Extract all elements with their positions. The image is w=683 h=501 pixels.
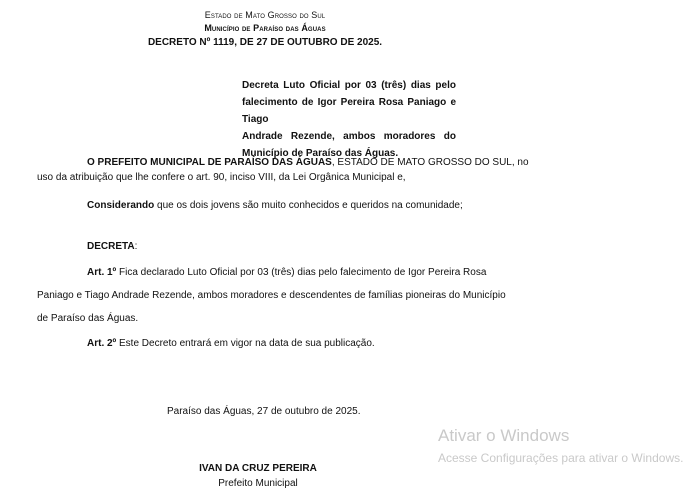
summary-line: Município de Paraíso das Águas. xyxy=(242,148,399,159)
summary-line: Andrade Rezende, ambos moradores do xyxy=(242,131,456,142)
activation-watermark-title: Ativar o Windows xyxy=(438,426,570,445)
article-1-line-3: de Paraíso das Águas. xyxy=(37,313,139,324)
summary-line: falecimento de Igor Pereira Rosa Paniago e Tiago xyxy=(242,97,456,125)
signatory-name: IVAN DA CRUZ PEREIRA xyxy=(199,463,317,474)
article-2-text: Este Decreto entrará em vigor na data de sua publicação. xyxy=(116,338,375,349)
signatory-role: Prefeito Municipal xyxy=(218,478,298,489)
mayor-authority: O PREFEITO MUNICIPAL DE PARAÍSO DAS ÁGUAS xyxy=(87,157,332,168)
place-date: Paraíso das Águas, 27 de outubro de 2025. xyxy=(167,406,361,417)
article-1-line-1 xyxy=(87,267,486,278)
article-2 xyxy=(87,338,375,349)
article-1-label: Art. 1º xyxy=(87,267,117,278)
decreta-colon: : xyxy=(134,241,138,252)
decreta-heading xyxy=(87,241,137,252)
preamble-text: , ESTADO DE MATO GROSSO DO SUL, no xyxy=(331,157,529,168)
activation-watermark-subtitle: Acesse Configurações para ativar o Windows. xyxy=(438,451,683,465)
decree-summary xyxy=(242,77,456,162)
article-2-label: Art. 2º xyxy=(87,338,117,349)
article-1-line-2: Paniago e Tiago Andrade Rezende, ambos moradores e descendentes de famílias pioneiras do Município xyxy=(37,290,506,301)
preamble-line-2: uso da atribuição que lhe confere o art. 90, inciso VIII, da Lei Orgânica Municipal e, xyxy=(37,172,406,183)
state-header: Estado de Mato Grosso do Sul xyxy=(204,10,326,20)
considerando-label: Considerando xyxy=(87,200,155,211)
article-1-text: Fica declarado Luto Oficial por 03 (três) dias pelo falecimento de Igor Pereira Rosa xyxy=(116,267,487,278)
municipality-header: Município de Paraíso das Águas xyxy=(204,23,326,33)
preamble-line-1 xyxy=(87,157,529,168)
decreta-label: DECRETA xyxy=(87,241,135,252)
decree-title: DECRETO Nº 1119, DE 27 DE OUTUBRO DE 2025. xyxy=(147,37,383,48)
considerando-text: que os dois jovens são muito conhecidos e queridos na comunidade; xyxy=(154,200,463,211)
summary-line: Decreta Luto Oficial por 03 (três) dias pelo xyxy=(242,80,456,91)
considerando-clause xyxy=(87,200,463,211)
